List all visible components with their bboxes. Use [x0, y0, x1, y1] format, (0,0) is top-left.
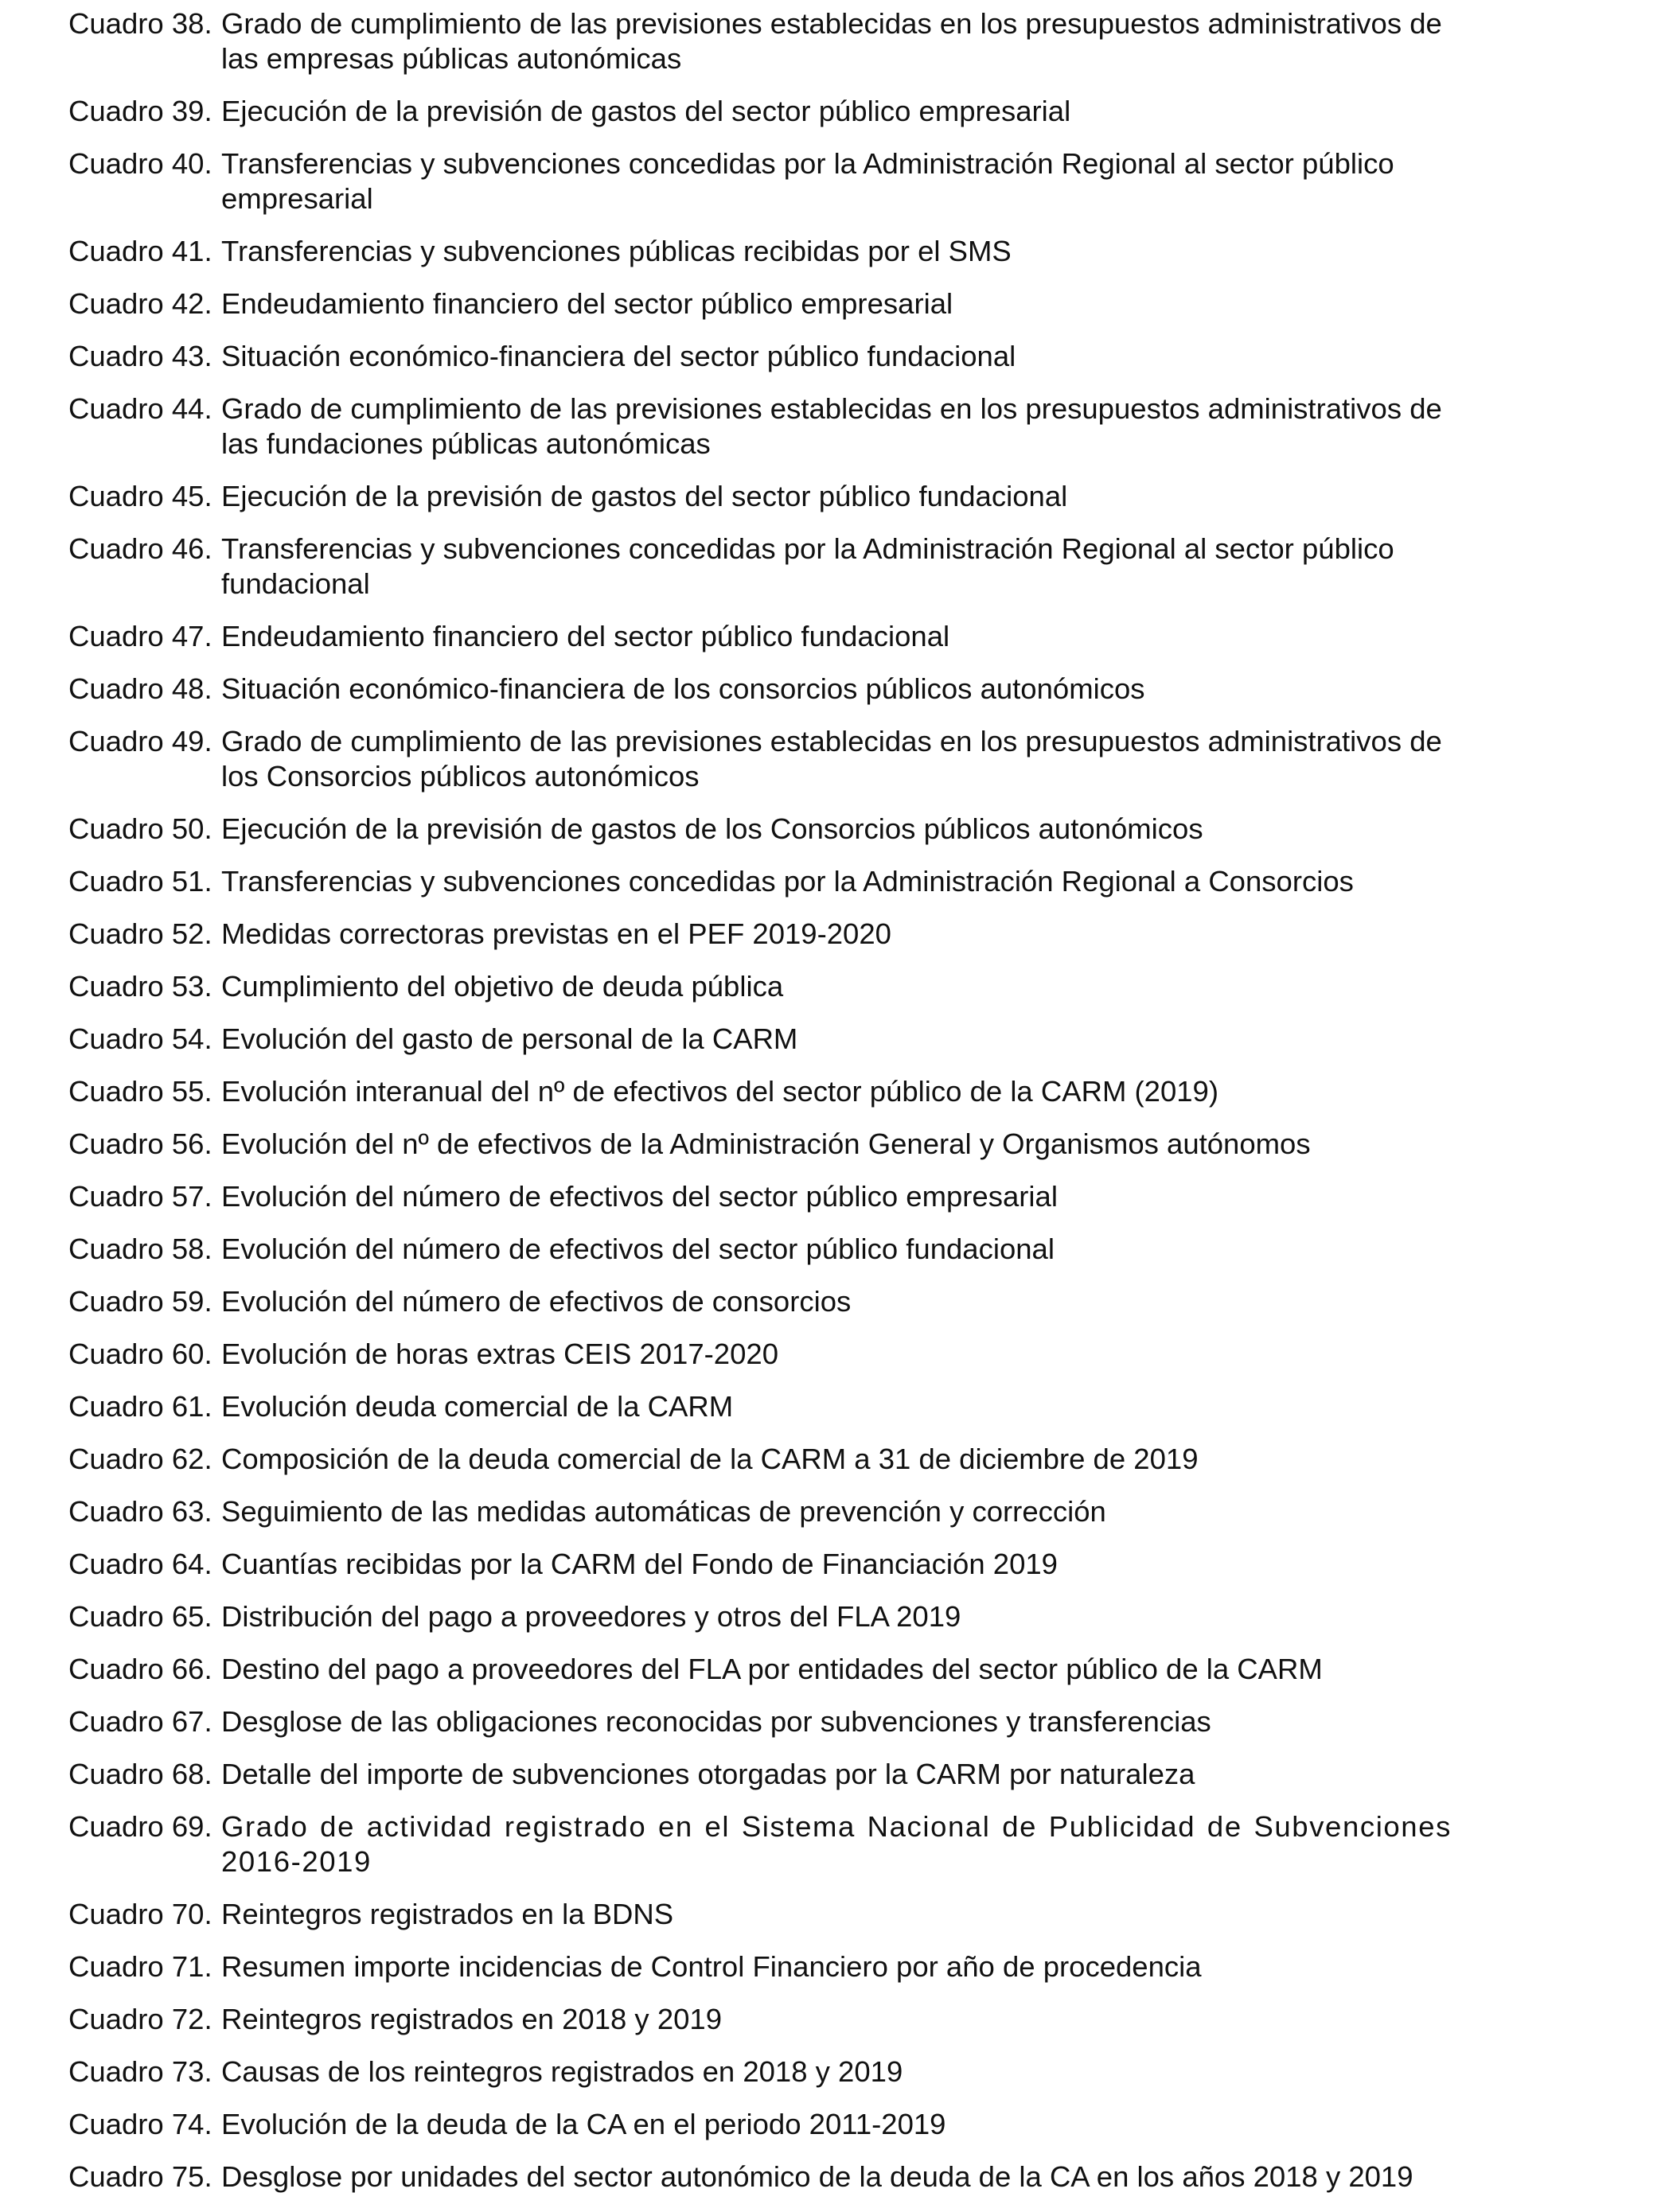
entry-title-line: Ejecución de la previsión de gastos de los Consorcios públicos autonómicos	[221, 812, 1203, 845]
table-list-entry[interactable]	[68, 619, 1525, 654]
entry-title-line: Ejecución de la previsión de gastos del sector público fundacional	[221, 480, 1068, 512]
entry-title	[221, 1809, 1525, 1879]
entry-label: Cuadro 69.	[68, 1810, 212, 1843]
entry-title-line: Grado de cumplimiento de las previsiones establecidas en los presupuestos administrativos de	[221, 7, 1442, 40]
table-list-entry[interactable]	[68, 479, 1525, 514]
table-list	[68, 6, 1525, 2212]
entry-title-line: Evolución del número de efectivos de consorcios	[221, 1285, 852, 1318]
entry-title	[221, 917, 1525, 952]
entry-title	[221, 479, 1525, 514]
entry-label: Cuadro 62.	[68, 1443, 212, 1475]
table-list-entry[interactable]	[68, 339, 1525, 374]
entry-title-line: Evolución de la deuda de la CA en el periodo 2011-2019	[221, 2108, 946, 2140]
entry-label: Cuadro 43.	[68, 340, 212, 372]
table-list-entry[interactable]	[68, 864, 1525, 899]
entry-label: Cuadro 38.	[68, 7, 212, 40]
entry-title	[221, 1547, 1525, 1582]
entry-title-line: Evolución deuda comercial de la CARM	[221, 1390, 734, 1423]
entry-label: Cuadro 61.	[68, 1390, 212, 1423]
entry-title	[221, 2002, 1525, 2037]
entry-title-line: Cumplimiento del objetivo de deuda pública	[221, 970, 784, 1003]
entry-label: Cuadro 75.	[68, 2160, 212, 2193]
entry-title-line: Situación económico-financiera del sector público fundacional	[221, 340, 1016, 372]
entry-label: Cuadro 63.	[68, 1495, 212, 1528]
entry-label: Cuadro 45.	[68, 480, 212, 512]
entry-label: Cuadro 67.	[68, 1705, 212, 1738]
entry-label: Cuadro 68.	[68, 1758, 212, 1790]
entry-title	[221, 1652, 1525, 1687]
entry-title	[221, 94, 1525, 129]
entry-label: Cuadro 53.	[68, 970, 212, 1003]
table-list-entry[interactable]	[68, 969, 1525, 1004]
table-list-entry[interactable]	[68, 1704, 1525, 1739]
entry-title-line: Endeudamiento financiero del sector público fundacional	[221, 620, 950, 652]
entry-title-line: Grado de actividad registrado en el Sistema Nacional de Publicidad de Subvenciones	[221, 1810, 1452, 1843]
entry-title	[221, 672, 1525, 707]
entry-title	[221, 969, 1525, 1004]
entry-title	[221, 286, 1525, 321]
entry-label: Cuadro 41.	[68, 235, 212, 267]
entry-label: Cuadro 47.	[68, 620, 212, 652]
entry-title-line: Resumen importe incidencias de Control Financiero por año de procedencia	[221, 1950, 1202, 1983]
table-list-entry[interactable]	[68, 812, 1525, 847]
entry-title-line: Transferencias y subvenciones concedidas por la Administración Regional a Consorcios	[221, 865, 1354, 898]
entry-title	[221, 1704, 1525, 1739]
entry-label: Cuadro 55.	[68, 1075, 212, 1108]
table-list-entry[interactable]	[68, 1127, 1525, 1162]
entry-title	[221, 2107, 1525, 2142]
entry-title-line: Transferencias y subvenciones concedidas por la Administración Regional al sector público	[221, 532, 1394, 565]
entry-title	[221, 1442, 1525, 1477]
table-list-entry[interactable]	[68, 94, 1525, 129]
entry-label: Cuadro 70.	[68, 1898, 212, 1930]
entry-title	[221, 1897, 1525, 1932]
entry-title-line: Desglose por unidades del sector autonómico de la deuda de la CA en los años 2018 y 2019	[221, 2160, 1413, 2193]
entry-label: Cuadro 40.	[68, 147, 212, 180]
entry-title-line: Desglose de las obligaciones reconocidas por subvenciones y transferencias	[221, 1705, 1211, 1738]
entry-label: Cuadro 51.	[68, 865, 212, 898]
entry-title-line: fundacional	[221, 567, 370, 600]
table-list-entry[interactable]	[68, 1284, 1525, 1319]
entry-title	[221, 724, 1525, 794]
entry-title	[221, 339, 1525, 374]
entry-label: Cuadro 56.	[68, 1127, 212, 1160]
entry-title	[221, 234, 1525, 269]
entry-label: Cuadro 72.	[68, 2003, 212, 2035]
entry-title	[221, 1389, 1525, 1424]
entry-label: Cuadro 42.	[68, 287, 212, 320]
entry-title-line: Cuantías recibidas por la CARM del Fondo de Financiación 2019	[221, 1548, 1058, 1580]
entry-title	[221, 146, 1525, 216]
table-list-entry[interactable]	[68, 2054, 1525, 2089]
entry-title	[221, 619, 1525, 654]
table-list-entry[interactable]	[68, 391, 1525, 461]
table-list-entry[interactable]	[68, 1022, 1525, 1057]
entry-label: Cuadro 60.	[68, 1338, 212, 1370]
entry-label: Cuadro 74.	[68, 2108, 212, 2140]
table-list-entry[interactable]	[68, 724, 1525, 794]
entry-title-line: los Consorcios públicos autonómicos	[221, 760, 700, 793]
table-list-entry[interactable]	[68, 917, 1525, 952]
entry-title	[221, 864, 1525, 899]
table-list-entry[interactable]	[68, 1949, 1525, 1984]
entry-label: Cuadro 39.	[68, 95, 212, 127]
entry-label: Cuadro 50.	[68, 812, 212, 845]
entry-label: Cuadro 71.	[68, 1950, 212, 1983]
entry-title	[221, 1127, 1525, 1162]
entry-title-line: empresarial	[221, 182, 373, 215]
table-list-entry[interactable]	[68, 1652, 1525, 1687]
entry-label: Cuadro 49.	[68, 725, 212, 757]
entry-title-line: Seguimiento de las medidas automáticas de prevención y corrección	[221, 1495, 1106, 1528]
table-list-entry[interactable]	[68, 1809, 1525, 1879]
entry-title-line: Evolución del número de efectivos del sector público empresarial	[221, 1180, 1058, 1213]
entry-label: Cuadro 65.	[68, 1600, 212, 1633]
table-list-entry[interactable]	[68, 1897, 1525, 1932]
entry-title	[221, 1337, 1525, 1372]
table-list-entry[interactable]	[68, 1442, 1525, 1477]
table-list-entry[interactable]	[68, 1179, 1525, 1214]
entry-label: Cuadro 48.	[68, 672, 212, 705]
entry-label: Cuadro 54.	[68, 1022, 212, 1055]
entry-title-line: Ejecución de la previsión de gastos del sector público empresarial	[221, 95, 1071, 127]
entry-title-line: Grado de cumplimiento de las previsiones establecidas en los presupuestos administrativos de	[221, 725, 1442, 757]
entry-title	[221, 812, 1525, 847]
table-list-entry[interactable]	[68, 286, 1525, 321]
entry-title-line: Evolución del número de efectivos del sector público fundacional	[221, 1233, 1055, 1265]
entry-title	[221, 1949, 1525, 1984]
entry-title	[221, 1757, 1525, 1792]
entry-title-line: Reintegros registrados en 2018 y 2019	[221, 2003, 723, 2035]
entry-title-line: Endeudamiento financiero del sector público empresarial	[221, 287, 953, 320]
table-list-entry[interactable]	[68, 1599, 1525, 1634]
entry-title	[221, 1494, 1525, 1529]
entry-title	[221, 6, 1525, 76]
entry-title-line: Evolución del gasto de personal de la CARM	[221, 1022, 798, 1055]
entry-title-line: Composición de la deuda comercial de la CARM a 31 de diciembre de 2019	[221, 1443, 1199, 1475]
entry-title	[221, 1284, 1525, 1319]
entry-label: Cuadro 59.	[68, 1285, 212, 1318]
table-list-entry[interactable]	[68, 234, 1525, 269]
entry-title-line: Evolución interanual del nº de efectivos del sector público de la CARM (2019)	[221, 1075, 1218, 1108]
entry-label: Cuadro 73.	[68, 2055, 212, 2088]
table-list-entry[interactable]	[68, 1074, 1525, 1109]
entry-title	[221, 1179, 1525, 1214]
entry-title-line: Detalle del importe de subvenciones otorgadas por la CARM por naturaleza	[221, 1758, 1195, 1790]
table-list-entry[interactable]	[68, 1494, 1525, 1529]
entry-label: Cuadro 58.	[68, 1233, 212, 1265]
entry-title-line: Transferencias y subvenciones concedidas por la Administración Regional al sector público	[221, 147, 1394, 180]
entry-title	[221, 1599, 1525, 1634]
table-list-entry[interactable]	[68, 532, 1525, 602]
entry-title-line: Evolución del nº de efectivos de la Administración General y Organismos autónomos	[221, 1127, 1311, 1160]
entry-title-line: Transferencias y subvenciones públicas recibidas por el SMS	[221, 235, 1012, 267]
entry-title	[221, 2054, 1525, 2089]
entry-title	[221, 1074, 1525, 1109]
table-list-entry[interactable]	[68, 2159, 1525, 2194]
entry-title-line: Grado de cumplimiento de las previsiones establecidas en los presupuestos administrativos de	[221, 392, 1442, 425]
table-list-entry[interactable]	[68, 2107, 1525, 2142]
table-list-entry[interactable]	[68, 1389, 1525, 1424]
entry-title	[221, 391, 1525, 461]
table-list-entry[interactable]	[68, 2002, 1525, 2037]
entry-title-line: Causas de los reintegros registrados en 2018 y 2019	[221, 2055, 903, 2088]
table-list-entry[interactable]	[68, 672, 1525, 707]
entry-label: Cuadro 64.	[68, 1548, 212, 1580]
table-list-entry[interactable]	[68, 1337, 1525, 1372]
entry-title-line: Evolución de horas extras CEIS 2017-2020	[221, 1338, 779, 1370]
table-list-entry[interactable]	[68, 1547, 1525, 1582]
entry-title-line: 2016-2019	[221, 1845, 372, 1878]
entry-label: Cuadro 57.	[68, 1180, 212, 1213]
table-list-entry[interactable]	[68, 146, 1525, 216]
entry-title-line: las empresas públicas autonómicas	[221, 42, 682, 75]
entry-title-line: Distribución del pago a proveedores y otros del FLA 2019	[221, 1600, 961, 1633]
entry-title-line: Reintegros registrados en la BDNS	[221, 1898, 674, 1930]
entry-title-line: Situación económico-financiera de los consorcios públicos autonómicos	[221, 672, 1145, 705]
table-list-entry[interactable]	[68, 6, 1525, 76]
entry-title-line: las fundaciones públicas autonómicas	[221, 427, 711, 460]
table-list-entry[interactable]	[68, 1757, 1525, 1792]
entry-title	[221, 1232, 1525, 1267]
table-list-entry[interactable]	[68, 1232, 1525, 1267]
entry-title	[221, 2159, 1525, 2194]
entry-label: Cuadro 44.	[68, 392, 212, 425]
entry-title	[221, 1022, 1525, 1057]
entry-label: Cuadro 52.	[68, 917, 212, 950]
entry-label: Cuadro 46.	[68, 532, 212, 565]
entry-title	[221, 532, 1525, 602]
entry-label: Cuadro 66.	[68, 1653, 212, 1685]
entry-title-line: Medidas correctoras previstas en el PEF 2019-2020	[221, 917, 891, 950]
entry-title-line: Destino del pago a proveedores del FLA por entidades del sector público de la CARM	[221, 1653, 1323, 1685]
